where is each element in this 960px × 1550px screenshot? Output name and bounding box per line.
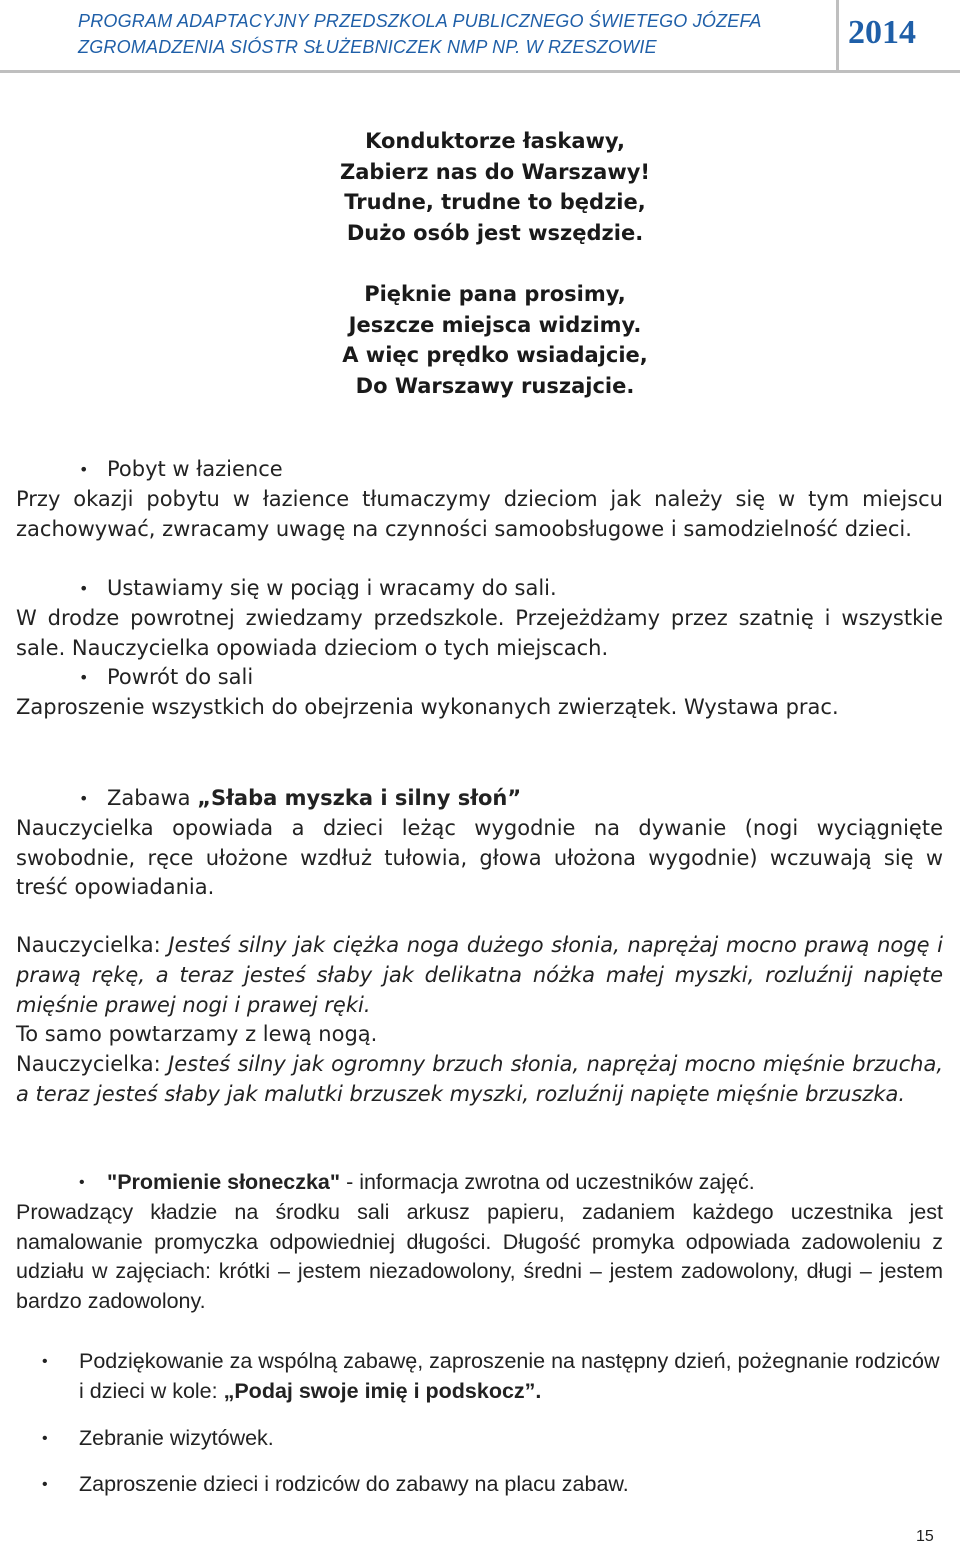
header-line-1: PROGRAM ADAPTACYJNY PRZEDSZKOLA PUBLICZNEGO ŚWIETEGO JÓZEFA — [78, 11, 762, 31]
teacher-1-after: To samo powtarzamy z lewą nogą. — [16, 1022, 378, 1047]
poem-line: Trudne, trudne to będzie, — [344, 190, 646, 214]
poem-stanza-2 — [0, 279, 960, 401]
bullet-game — [16, 784, 943, 814]
rays-title: "Promienie słoneczka" — [107, 1170, 341, 1194]
return-text: Zaproszenie wszystkich do obejrzenia wykonanych zwierzątek. Wystawa prac. — [16, 694, 839, 719]
poem-line: Zabierz nas do Warszawy! — [340, 159, 650, 184]
game-text: Nauczycielka opowiada a dzieci leżąc wygodnie na dywanie (nogi wyciągnięte swobodnie, ręce ułożone wzdłuż tułowia, głowa ułożona wygodnie) wczuwają się w treść opowiadania. — [16, 815, 943, 900]
game-title: „Słaba myszka i silny słoń” — [197, 786, 522, 810]
rays-text: Prowadzący kładzie na środku sali arkusz papieru, zadaniem każdego uczestnika jest namalowanie promyczka odpowiedniej długości. Długość promyka odpowiada zadowoleniu z udziału w zajęciach: krótki – jestem niezadowolony, średni – jestem zadowolony, długi – jestem bardzo zadowolony. — [16, 1199, 943, 1314]
rays-rest: - informacja zwrotna od uczestników zajęć. — [340, 1170, 755, 1194]
bullet-rays — [16, 1168, 943, 1198]
page-number: 15 — [916, 1528, 934, 1545]
header-title — [78, 8, 762, 60]
section-rays — [16, 1168, 943, 1317]
header-year: 2014 — [848, 14, 916, 51]
poem-line: Dużo osób jest wszędzie. — [346, 220, 644, 245]
poem-line: Jeszcze miejsca widzimy. — [348, 312, 642, 337]
bullet-thanks — [16, 1347, 943, 1407]
section-teacher-2 — [16, 1050, 943, 1110]
section-bathroom — [16, 455, 943, 544]
header-divider-vertical — [836, 0, 839, 70]
section-return — [16, 663, 943, 723]
header-divider-horizontal — [0, 70, 960, 73]
teacher-2-paragraph — [16, 1050, 943, 1110]
bullet-cards: • Zebranie wizytówek. — [16, 1424, 943, 1454]
teacher-2-quote: Jesteś silny jak ogromny brzuch słonia, naprężaj mocno mięśnie brzucha, a teraz jesteś słaby jak malutki brzuszek myszki, rozluźnij napięte mięśnie brzuszka. — [16, 1052, 943, 1106]
teacher-1-quote: Jesteś silny jak ciężka noga dużego słonia, naprężaj mocno prawą nogę i prawą rękę, a teraz jesteś słaby jak delikatna nóżka małej myszki, rozluźnij napięte mięśnie prawej nogi i prawej ręki. — [16, 933, 943, 1017]
poem-line: A więc prędko wsiadajcie, — [342, 343, 648, 367]
bullet-playground: • Zaproszenie dzieci i rodziców do zabawy na placu zabaw. — [16, 1470, 943, 1500]
section-playground — [16, 1470, 943, 1500]
poem-line: Pięknie pana prosimy, — [364, 282, 626, 306]
poem-stanza-1 — [0, 126, 960, 248]
section-thanks — [16, 1347, 943, 1407]
section-teacher-1 — [16, 931, 943, 1050]
train-text: W drodze powrotnej zwiedzamy przedszkole. Przejeżdżamy przez szatnię i wszystkie sale. Nauczycielka opowiada dzieciom o tych miejscach. — [16, 605, 943, 660]
bathroom-text: Przy okazji pobytu w łazience tłumaczymy dzieciom jak należy się w tym miejscu zachowywać, zwracamy uwagę na czynności samoobsługowe i samodzielność dzieci. — [16, 486, 943, 541]
teacher-2-label: Nauczycielka: — [16, 1052, 169, 1076]
section-train — [16, 574, 943, 663]
thanks-song: „Podaj swoje imię i podskocz”. — [223, 1378, 542, 1403]
section-game — [16, 784, 943, 903]
teacher-1-paragraph — [16, 931, 943, 1020]
poem-line: Konduktorze łaskawy, — [365, 129, 625, 153]
bullet-train: • Ustawiamy się w pociąg i wracamy do sali. — [16, 574, 943, 604]
header-line-2: ZGROMADZENIA SIÓSTR SŁUŻEBNICZEK NMP NP. W RZESZOWIE — [78, 37, 657, 57]
bullet-return: • Powrót do sali — [16, 663, 943, 693]
bullet-bathroom: • Pobyt w łazience — [16, 455, 943, 485]
teacher-1-label: Nauczycielka: — [16, 933, 169, 957]
game-prefix: Zabawa — [107, 786, 198, 810]
page-header — [0, 0, 960, 74]
poem-line: Do Warszawy ruszajcie. — [355, 373, 635, 398]
thanks-text: Podziękowanie za wspólną zabawę, zaproszenie na następny dzień, pożegnanie rodziców i dzieci w kole: — [79, 1349, 940, 1403]
section-cards — [16, 1424, 943, 1454]
poem — [0, 126, 960, 432]
